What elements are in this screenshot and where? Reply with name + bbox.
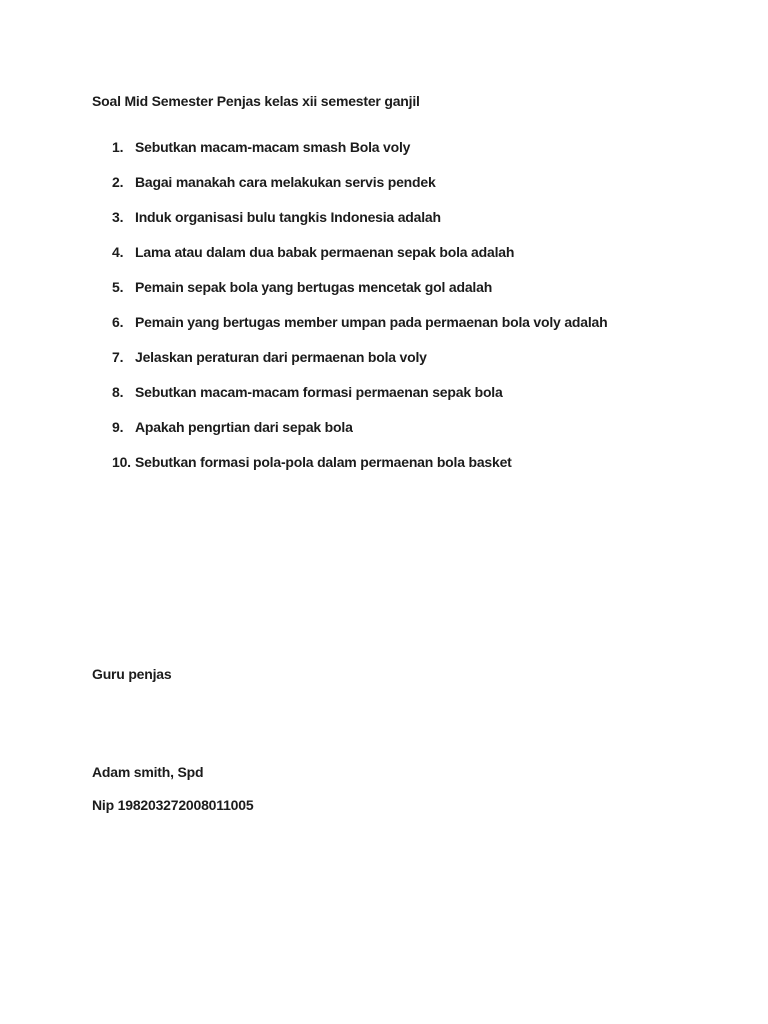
question-number: 3. — [112, 209, 124, 225]
question-item — [112, 455, 607, 469]
question-number: 5. — [112, 279, 124, 295]
question-item — [112, 175, 607, 189]
question-text: Sebutkan macam-macam formasi permaenan sepak bola — [135, 384, 503, 400]
question-item — [112, 210, 607, 224]
question-text: Pemain sepak bola yang bertugas mencetak gol adalah — [135, 279, 493, 295]
question-item — [112, 280, 607, 294]
question-text: Jelaskan peraturan dari permaenan bola voly — [135, 349, 427, 365]
question-text: Lama atau dalam dua babak permaenan sepak bola adalah — [135, 244, 515, 260]
question-number: 2. — [112, 174, 124, 190]
document-title: Soal Mid Semester Penjas kelas xii semester ganjil — [92, 93, 420, 109]
question-item — [112, 245, 607, 259]
question-number: 7. — [112, 349, 124, 365]
question-list — [112, 140, 607, 490]
question-number: 1. — [112, 139, 124, 155]
question-item — [112, 385, 607, 399]
question-number: 4. — [112, 244, 124, 260]
question-item — [112, 315, 607, 329]
question-item — [112, 350, 607, 364]
question-number: 6. — [112, 314, 124, 330]
question-number: 10. — [112, 454, 131, 470]
signature-role: Guru penjas — [92, 666, 172, 682]
question-number: 9. — [112, 419, 124, 435]
question-text: Pemain yang bertugas member umpan pada permaenan bola voly adalah — [135, 314, 608, 330]
signature-name: Adam smith, Spd — [92, 764, 204, 780]
question-text: Sebutkan formasi pola-pola dalam permaenan bola basket — [135, 454, 512, 470]
question-text: Bagai manakah cara melakukan servis pendek — [135, 174, 436, 190]
question-number: 8. — [112, 384, 124, 400]
question-text: Apakah pengrtian dari sepak bola — [135, 419, 353, 435]
signature-nip: Nip 198203272008011005 — [92, 797, 254, 813]
question-item — [112, 420, 607, 434]
question-item — [112, 140, 607, 154]
question-text: Sebutkan macam-macam smash Bola voly — [135, 139, 411, 155]
question-text: Induk organisasi bulu tangkis Indonesia adalah — [135, 209, 441, 225]
